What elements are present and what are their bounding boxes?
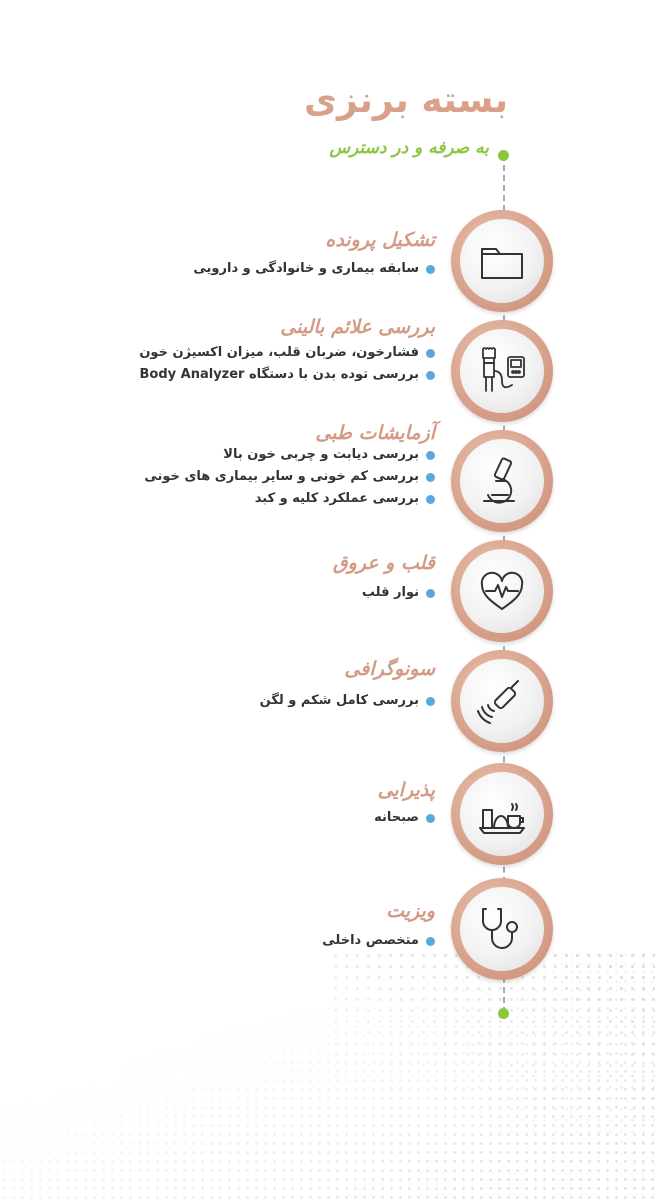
section-items xyxy=(322,930,435,952)
section-title: سونوگرافی xyxy=(344,658,435,680)
list-item: بررسی عملکرد کلیه و کبد xyxy=(144,488,435,510)
section-title: تشکیل پرونده xyxy=(325,229,435,251)
icon-circle xyxy=(451,210,553,312)
blood-pressure-monitor-icon xyxy=(474,343,530,399)
list-item: متخصص داخلی xyxy=(322,930,435,952)
list-item: فشارخون، ضربان قلب، میزان اکسیژن خون xyxy=(139,342,435,364)
list-item: بررسی دیابت و چربی خون بالا xyxy=(144,444,435,466)
page-title: بسته برنزی xyxy=(303,80,508,121)
section-title: ویزیت xyxy=(386,900,435,922)
icon-circle xyxy=(451,320,553,422)
list-item: سابقه بیماری و خانوادگی و دارویی xyxy=(193,258,435,280)
icon-circle xyxy=(451,540,553,642)
stethoscope-icon xyxy=(474,901,530,957)
device-name: Body Analyzer xyxy=(139,367,245,382)
breakfast-tray-icon xyxy=(474,786,530,842)
dot-pattern-decoration-right xyxy=(330,950,655,1200)
section-items xyxy=(139,342,435,386)
section-title: بررسی علائم بالینی xyxy=(280,316,435,338)
section-items xyxy=(260,690,435,712)
list-item: صبحانه xyxy=(374,807,435,829)
list-item: نوار قلب xyxy=(362,582,435,604)
list-item-text: بررسی توده بدن با دستگاه xyxy=(249,367,419,382)
heart-pulse-icon xyxy=(474,563,530,619)
section-items xyxy=(374,807,435,829)
timeline-start-dot xyxy=(498,150,509,161)
icon-circle xyxy=(451,878,553,980)
timeline-end-dot xyxy=(498,1008,509,1019)
section-title: آزمایشات طبی xyxy=(315,422,435,444)
section-title: پذیرایی xyxy=(377,779,435,801)
section-title: قلب و عروق xyxy=(332,552,435,574)
section-items xyxy=(193,258,435,280)
icon-circle xyxy=(451,430,553,532)
icon-circle xyxy=(451,650,553,752)
icon-circle xyxy=(451,763,553,865)
list-item: بررسی کم خونی و سایر بیماری های خونی xyxy=(144,466,435,488)
list-item: بررسی کامل شکم و لگن xyxy=(260,690,435,712)
section-items xyxy=(362,582,435,604)
ultrasound-probe-icon xyxy=(474,673,530,729)
section-items xyxy=(144,444,435,510)
microscope-icon xyxy=(474,453,530,509)
list-item xyxy=(139,364,435,386)
page-subtitle: به صرفه و در دسترس xyxy=(329,138,489,158)
folder-icon xyxy=(474,233,530,289)
